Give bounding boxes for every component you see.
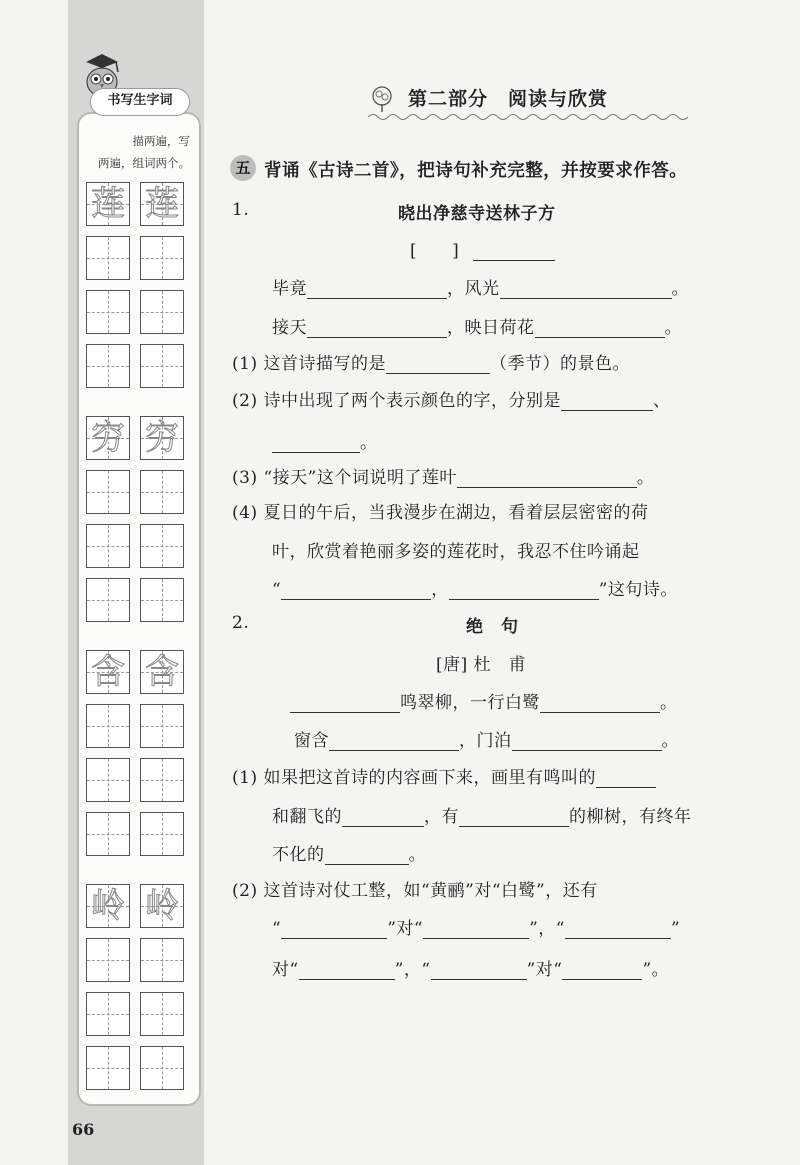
q4-comma: ， [431,580,449,600]
writing-cell[interactable] [86,812,130,856]
fill-blank[interactable] [449,581,599,600]
poem2-title: 绝 句 [466,617,519,637]
fill-blank[interactable] [596,769,656,788]
poem1-q2-a: (2) 诗中出现了两个表示颜色的字，分别是 [232,391,561,411]
poem2-line1-a: 鸣翠柳，一行白鹭 [400,693,540,713]
writing-cell[interactable] [86,992,130,1036]
writing-cell[interactable] [86,1046,130,1090]
poem2-q1-b: 和翻飞的 [272,807,342,827]
question-title: 背诵《古诗二首》，把诗句补充完整，并按要求作答。 [264,161,688,181]
question-badge: 五 [230,155,256,181]
fill-blank[interactable] [272,434,360,453]
trace-cell [140,416,184,460]
fill-blank[interactable] [329,732,459,751]
poem2-q1-line1 [232,763,656,788]
writing-cell[interactable] [86,704,130,748]
trace-character: 含 [145,652,179,692]
trace-character: 岭 [145,886,179,926]
trace-cell [140,884,184,928]
writing-cell[interactable] [86,344,130,388]
writing-cell[interactable] [140,1046,184,1090]
writing-cell[interactable] [86,524,130,568]
poem2-q1-a: (1) 如果把这首诗的内容画下来，画里有鸣叫的 [232,768,596,788]
writing-cell[interactable] [86,938,130,982]
q2-dui-2: 对“ [272,960,299,980]
poem2-q2-line3 [272,955,669,980]
fill-blank[interactable] [562,961,642,980]
poem2-author: [唐] 杜 甫 [436,655,527,675]
q2-end: ”。 [642,960,670,980]
tree-icon [368,84,408,114]
poem2-q2-line1: (2) 这首诗对仗工整，如“黄鹂”对“白鹭”，还有 [232,881,598,901]
writing-cell[interactable] [140,290,184,334]
poem2-line2-a: 窗含 [294,731,329,751]
writing-cell[interactable] [86,290,130,334]
fill-blank[interactable] [457,469,637,488]
q2-sep-2: ”，“ [394,960,431,980]
poem2-q1-line2 [272,802,692,827]
fill-blank[interactable] [423,920,529,939]
fill-blank[interactable] [281,581,431,600]
poem1-q1-b: （季节）的景色。 [489,354,630,374]
poem2-line2-end: 。 [661,731,679,751]
poem1-q1-a: (1) 这首诗描写的是 [232,354,386,374]
poem1-line2-b: ，映日荷花 [447,318,535,338]
q2-sep-1: ”，“ [529,919,565,939]
fill-blank[interactable] [386,355,490,374]
trace-character: 莲 [145,184,179,224]
fill-blank[interactable] [431,961,527,980]
trace-cell [140,182,184,226]
fill-blank[interactable] [540,694,660,713]
poem1-q2 [232,386,670,411]
poem1-line1-b: ，风光 [447,279,500,299]
writing-cell[interactable] [140,236,184,280]
poem1-line2 [272,313,682,338]
fill-blank[interactable] [512,732,662,751]
q2-dui-3: ”对“ [526,960,563,980]
trace-character: 莲 [91,184,125,224]
poem2-number: 2. [232,613,250,633]
section-title [368,84,688,114]
sidebar-instruction [86,130,190,174]
trace-character: 穷 [91,418,125,458]
poem1-q1 [232,349,630,374]
trace-cell [86,182,130,226]
q2-tail: ” [670,919,681,939]
trace-cell [86,650,130,694]
poem2-line1-end: 。 [660,693,678,713]
poem1-q3-end: 。 [636,468,655,488]
writing-cell[interactable] [140,992,184,1036]
writing-cell[interactable] [140,704,184,748]
writing-cell[interactable] [140,578,184,622]
poem1-q4-line1: (4) 夏日的午后，当我漫步在湖边，看着层层密密的荷 [232,503,649,523]
poem2-q1-line3 [272,840,426,865]
fill-blank[interactable] [561,392,653,411]
fill-blank[interactable] [565,920,671,939]
fill-blank[interactable] [290,694,400,713]
fill-blank[interactable] [307,319,447,338]
writing-cell[interactable] [140,758,184,802]
writing-cell[interactable] [86,470,130,514]
trace-cell [140,650,184,694]
fill-blank[interactable] [307,280,447,299]
poem2-q1-e: 不化的 [272,845,325,865]
author-blank[interactable] [473,242,555,261]
writing-cell[interactable] [140,812,184,856]
trace-character: 岭 [91,886,125,926]
poem1-q4-line2: 叶，欣赏着艳丽多姿的莲花时，我忍不住吟诵起 [272,542,640,562]
q2-open: “ [272,919,282,939]
poem2-line2-b: ，门泊 [459,731,512,751]
fill-blank[interactable] [281,920,387,939]
instruction-line-2: 两遍，组词两个。 [98,156,190,170]
author-bracket: [ ] [410,241,460,261]
poem2-q2-line2 [272,914,680,939]
writing-cell[interactable] [86,578,130,622]
writing-cell[interactable] [86,236,130,280]
fill-blank[interactable] [535,319,665,338]
writing-cell[interactable] [140,938,184,982]
trace-cell [86,884,130,928]
q2-dui-1: ”对“ [387,919,424,939]
fill-blank[interactable] [325,846,409,865]
page-number: 66 [72,1120,95,1139]
writing-cell[interactable] [140,470,184,514]
sidebar-label: 书写生字词 [90,88,190,116]
poem1-author-line [410,236,555,261]
poem1-q2-end: 。 [360,433,378,453]
fill-blank[interactable] [299,961,395,980]
trace-character: 含 [91,652,125,692]
poem2-line2 [294,726,679,751]
poem1-line2-end: 。 [664,318,682,338]
section-title-text: 第二部分 阅读与欣赏 [408,88,609,110]
poem2-q1-c: ，有 [424,807,459,827]
trace-character: 穷 [145,418,179,458]
poem1-line1-a: 毕竟 [272,279,307,299]
fill-blank[interactable] [500,280,672,299]
fill-blank[interactable] [342,808,424,827]
poem2-q1-end: 。 [408,845,426,865]
writing-cell[interactable] [140,344,184,388]
poem2-line1 [290,688,678,713]
trace-cell [86,416,130,460]
q4-open-quote: “ [272,580,282,600]
poem1-q2-cont [272,428,378,453]
poem1-q3-a: (3) “接天”这个词说明了莲叶 [232,468,457,488]
fill-blank[interactable] [459,808,569,827]
poem1-q3 [232,463,654,488]
poem1-q4-line3 [272,575,678,600]
poem2-q1-d: 的柳树，有终年 [569,807,692,827]
poem1-number: 1. [232,200,250,220]
poem1-title: 晓出净慈寺送林子方 [398,204,556,224]
writing-cell[interactable] [140,524,184,568]
poem1-line1 [272,274,689,299]
poem1-line2-a: 接天 [272,318,307,338]
poem1-q2-sep: 、 [652,391,671,411]
writing-cell[interactable] [86,758,130,802]
q4-close: ”这句诗。 [598,580,678,600]
wavy-underline [368,112,688,122]
instruction-line-1: 描两遍，写 [132,134,190,148]
poem1-line1-end: 。 [671,279,689,299]
